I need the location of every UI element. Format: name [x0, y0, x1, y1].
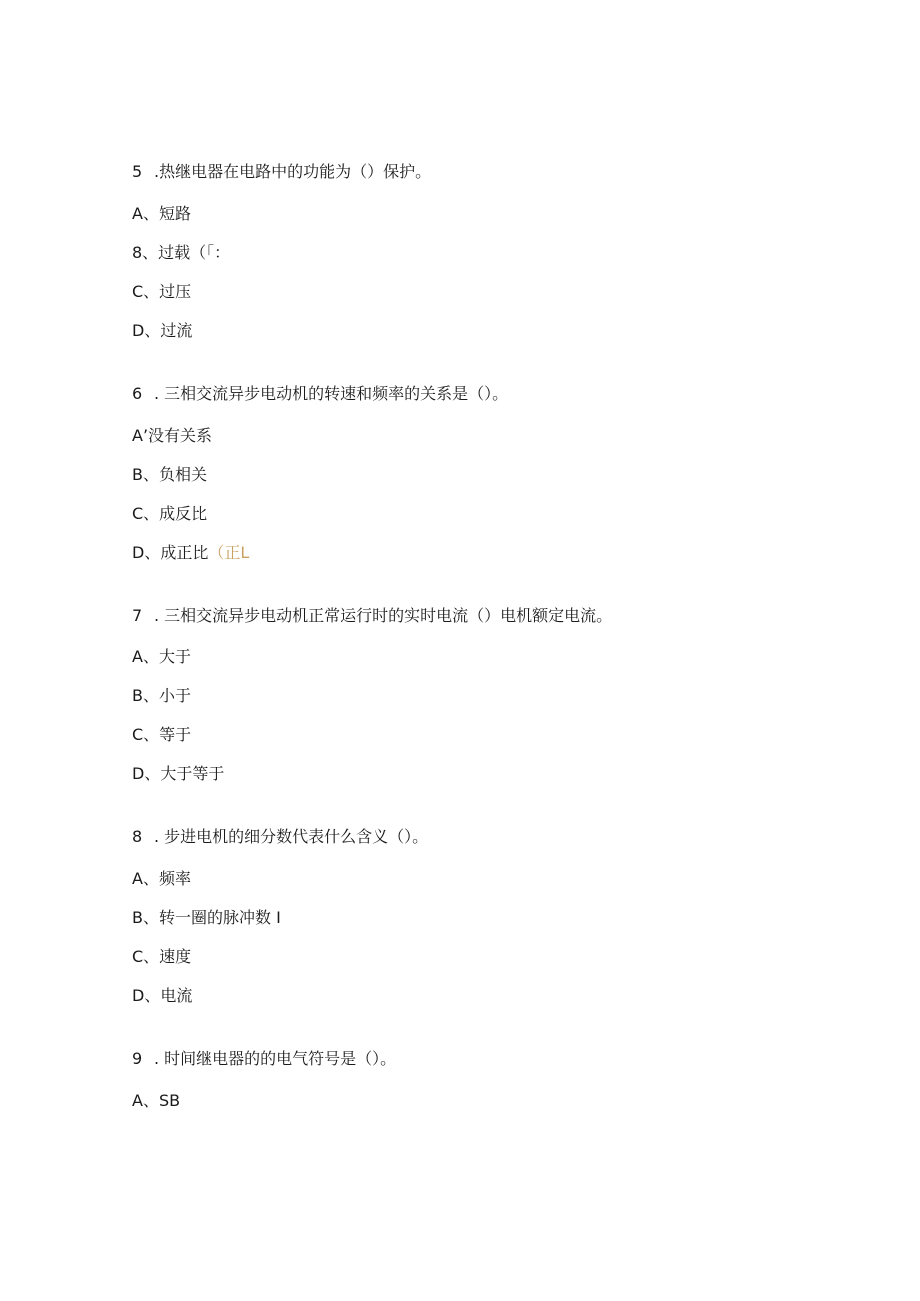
question-5 — [132, 162, 431, 182]
question-number: 8 — [132, 827, 143, 846]
option-item: 8、过载（「： — [132, 243, 231, 262]
option-item: A、频率 — [132, 869, 191, 888]
option-item: C、成反比 — [132, 504, 208, 523]
option-item: C、速度 — [132, 947, 192, 966]
question-8 — [132, 827, 428, 847]
question-text: . 三相交流异步电动机的转速和频率的关系是（）。 — [154, 384, 509, 403]
option-item: A、大于 — [132, 647, 191, 666]
option-item: D、过流 — [132, 321, 193, 340]
question-text: . 三相交流异步电动机正常运行时的实时电流（）电机额定电流。 — [154, 606, 613, 625]
option-item: A、SB — [132, 1091, 181, 1110]
question-number: 7 — [132, 606, 143, 625]
question-9 — [132, 1049, 396, 1069]
option-item: D、大于等于 — [132, 764, 225, 783]
option-item: A’没有关系 — [132, 426, 213, 445]
option-item: C、等于 — [132, 725, 192, 744]
option-text: D、成正比 — [132, 543, 209, 562]
answer-mark: （正L — [208, 543, 250, 562]
question-number: 6 — [132, 384, 143, 403]
option-item: B、小于 — [132, 686, 191, 705]
option-item — [132, 543, 249, 563]
option-item: A、短路 — [132, 204, 191, 223]
option-item: C、过压 — [132, 282, 192, 301]
question-6 — [132, 384, 508, 404]
question-number: 9 — [132, 1049, 143, 1068]
question-text: . 时间继电器的的电气符号是（）。 — [154, 1049, 397, 1068]
question-text: . 步进电机的细分数代表什么含义（）。 — [154, 827, 429, 846]
option-item: B、负相关 — [132, 465, 207, 484]
option-item: B、转一圈的脉冲数 I — [132, 908, 281, 927]
question-7 — [132, 606, 612, 626]
question-text: .热继电器在电路中的功能为（）保护。 — [154, 162, 432, 181]
question-number: 5 — [132, 162, 143, 181]
option-item: D、电流 — [132, 986, 193, 1005]
